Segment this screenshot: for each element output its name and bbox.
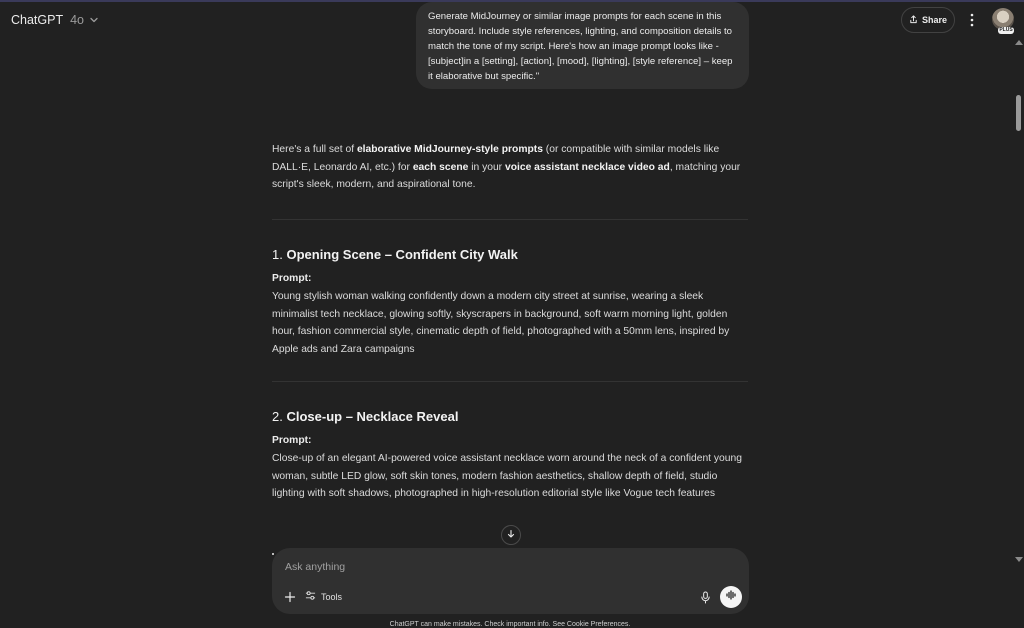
scene-number: 1. [272,247,283,262]
model-selector[interactable] [4,7,107,33]
intro-bold: each scene [412,161,469,173]
message-composer [272,548,749,614]
scene-heading [272,247,518,262]
intro-text: Here's a full set of [272,144,357,155]
model-name: ChatGPT [11,13,64,27]
prompt-input[interactable] [285,558,725,576]
user-message-bubble: Generate MidJourney or similar image prompts for each scene in this storyboard. Include style references, lighting, and composition details to match the tone of my script. Here's how an image prompt looks like - [subject]in a [setting], [action], [mood], [lighting], [style reference] – keep it elaborative but specific." [416,2,749,89]
prompt-label: Prompt: [272,273,312,284]
intro-text: in your [468,161,505,173]
tools-icon [305,588,316,606]
scrollbar-thumb[interactable] [1016,95,1021,131]
intro-text: (or compatible with similar models like DALL·E, Leonardo AI, etc.) for [272,144,720,173]
scroll-to-bottom-button[interactable] [501,525,521,545]
share-label: Share [921,15,947,25]
scene-title: Opening Scene – Confident City Walk [286,247,518,262]
model-version: 4o [70,13,85,27]
disclaimer-text: ChatGPT can make mistakes. Check important info. See Cookie Preferences. [389,621,631,628]
tools-label: Tools [321,592,343,602]
scroll-down-arrow-icon[interactable] [1015,557,1023,562]
intro-bold: elaborative MidJourney-style prompts [356,144,543,155]
scene-title: Close-up – Necklace Reveal [286,409,459,424]
plan-badge: PLUS [999,27,1013,33]
section-divider [272,381,748,382]
intro-text: , matching your script's sleek, modern, and aspirational tone. [272,161,741,190]
scene-heading [272,409,458,424]
section-divider [272,219,748,220]
prompt-label: Prompt: [272,435,312,446]
more-options-icon[interactable] [964,10,980,30]
scene-number: 2. [272,409,283,424]
tools-button[interactable] [305,590,342,604]
partial-content-marker [272,553,274,555]
prompt-text: Young stylish woman walking confidently down a modern city street at sunrise, wearing a sleek minimalist tech necklace, glowing softly, skyscrapers in background, soft warm morning light, golden hour, fashion commercial style, cinematic depth of field, photographed with a 50mm lens, inspired by Apple ads and Zara campaigns [272,291,730,355]
assistant-intro [272,141,750,194]
plus-icon[interactable] [282,589,298,605]
waveform-icon [725,588,737,606]
arrow-down-icon [506,526,516,544]
voice-mode-button[interactable] [720,586,742,608]
chevron-down-icon [88,14,100,26]
microphone-icon[interactable] [698,588,712,606]
scroll-up-arrow-icon[interactable] [1015,40,1023,45]
share-icon [909,15,918,26]
intro-bold: voice assistant necklace video ad [504,161,670,173]
share-button[interactable] [901,7,955,33]
prompt-text: Close-up of an elegant AI-powered voice assistant necklace worn around the neck of a confident young woman, subtle LED glow, soft skin tones, modern fashion aesthetics, shallow depth of field, studio lighting with soft shadows, photographed in high-resolution editorial style like Vogue tech features [272,453,742,499]
